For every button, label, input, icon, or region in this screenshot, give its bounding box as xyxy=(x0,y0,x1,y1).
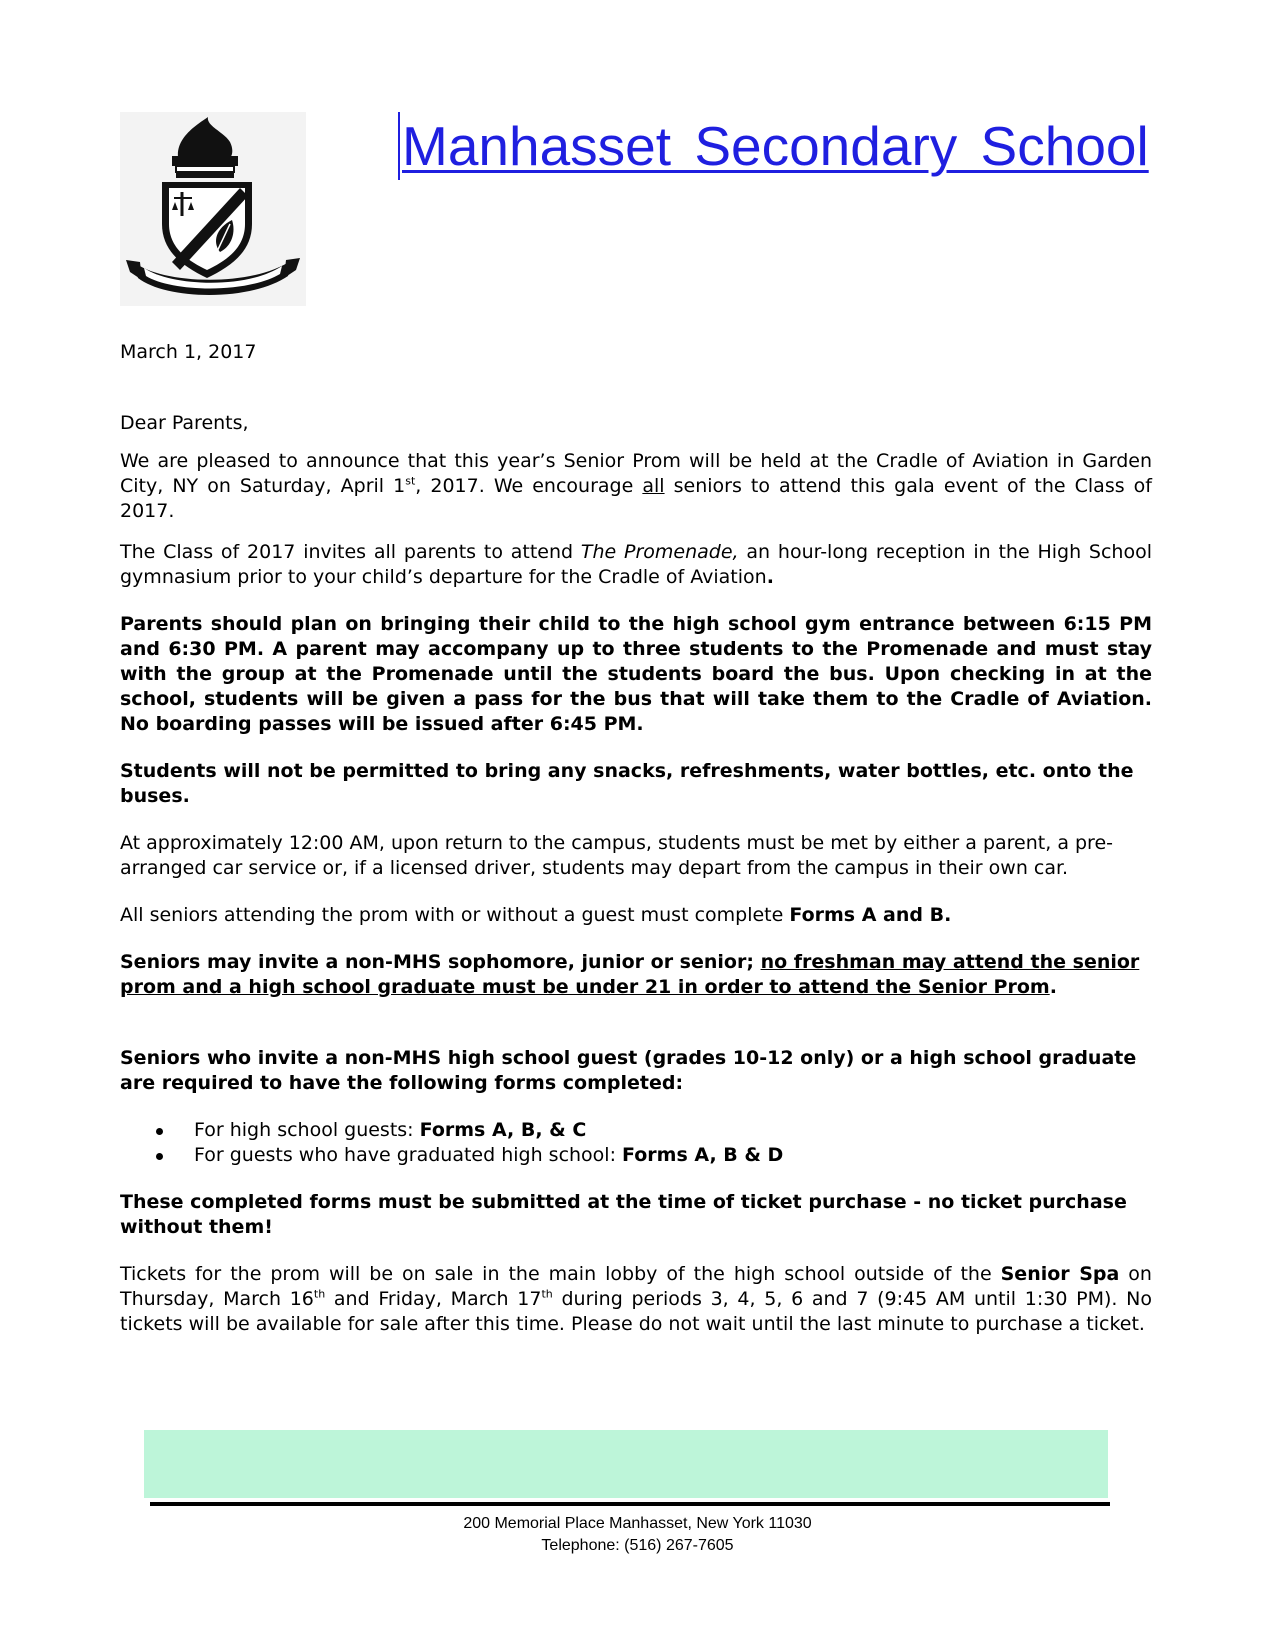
p10-text-b: on Thursday, March 16 xyxy=(120,1263,1152,1310)
p1-text-b: , 2017. We encourage xyxy=(415,475,643,497)
list-item xyxy=(120,1143,1152,1168)
list-item-text: For guests who have graduated high school: xyxy=(194,1144,623,1166)
list-item xyxy=(120,1118,1152,1143)
paragraph-tickets xyxy=(120,1262,1152,1337)
p6-text: All seniors attending the prom with or without a guest must complete xyxy=(120,904,790,926)
p1-underline: all xyxy=(642,475,665,497)
paragraph-return: At approximately 12:00 AM, upon return to the campus, students must be met by either a parent, a pre-arranged car service or, if a licensed driver, students may depart from the campus in their own car. xyxy=(120,832,1114,879)
p7-underline: no freshman may attend the senior prom and a high school graduate must be under 21 in order to attend the Senior Prom xyxy=(120,951,1140,998)
p10-text-d: during periods 3, 4, 5, 6 and 7 (9:45 AM until 1:30 PM). No tickets will be available for sale after this time. Please do not wait until the last minute to purchase a ticket. xyxy=(120,1288,1152,1335)
p1-text-c: seniors to attend this gala event of the Class of 2017. xyxy=(120,475,1152,522)
letter-body xyxy=(120,340,1152,1337)
paragraph-forms-required xyxy=(120,903,1152,928)
p1-sup: st xyxy=(405,474,416,488)
p10-sup2: th xyxy=(541,1287,553,1301)
bullet-icon xyxy=(156,1128,163,1135)
p10-bold: Senior Spa xyxy=(1000,1263,1120,1285)
p7-text: Seniors may invite a non-MHS sophomore, junior or senior; xyxy=(120,951,761,973)
bullet-icon xyxy=(156,1153,163,1160)
paragraph-prom-announcement xyxy=(120,449,1152,524)
footer-divider xyxy=(150,1502,1110,1506)
school-crest-logo xyxy=(120,112,306,306)
list-item-bold: Forms A, B & D xyxy=(622,1144,784,1166)
p10-text-a: Tickets for the prom will be on sale in the main lobby of the high school outside of the xyxy=(120,1263,1001,1285)
p6-bold: Forms A and B. xyxy=(789,904,952,926)
footer-shaded-band xyxy=(144,1430,1108,1498)
p10-text-c: and Friday, March 17 xyxy=(325,1288,542,1310)
paragraph-promenade xyxy=(120,540,1152,590)
list-item-text: For high school guests: xyxy=(194,1119,420,1141)
forms-list xyxy=(120,1118,1152,1168)
crest-graphic xyxy=(120,112,306,306)
p2-italic: The Promenade, xyxy=(580,541,739,563)
letter-date: March 1, 2017 xyxy=(120,341,257,363)
footer-telephone: Telephone: (516) 267-7605 xyxy=(541,1537,734,1554)
footer-address: 200 Memorial Place Manhasset, New York 11030 xyxy=(463,1515,812,1532)
p2-bold-end: . xyxy=(766,566,774,588)
paragraph-guest-forms: Seniors who invite a non-MHS high school guest (grades 10-12 only) or a high school graduate are required to have the following forms completed: xyxy=(120,1047,1137,1094)
p2-text-a: The Class of 2017 invites all parents to attend xyxy=(120,541,581,563)
salutation: Dear Parents, xyxy=(120,412,249,434)
p2-text-b: an hour-long reception in the High School gymnasium prior to your child’s departure for the Cradle of Aviation xyxy=(120,541,1152,588)
paragraph-no-snacks: Students will not be permitted to bring any snacks, refreshments, water bottles, etc. onto the buses. xyxy=(120,760,1134,807)
p7-end: . xyxy=(1049,976,1057,998)
p1-text-a: We are pleased to announce that this year’s Senior Prom will be held at the Cradle of Aviation in Garden City, NY on Saturday, April 1 xyxy=(120,450,1152,497)
school-name-heading[interactable]: Manhasset Secondary School xyxy=(398,112,1149,180)
paragraph-arrival-instructions: Parents should plan on bringing their child to the high school gym entrance between 6:15 PM and 6:30 PM. A parent may accompany up to three students to the Promenade and must stay with the group at the Promenade until the students board the bus. Upon checking in at the school, students will be given a pass for the bus that will take them to the Cradle of Aviation. No boarding passes will be issued after 6:45 PM. xyxy=(120,613,1152,735)
p10-sup1: th xyxy=(313,1287,326,1301)
paragraph-submit-forms: These completed forms must be submitted at the time of ticket purchase - no ticket purchase without them! xyxy=(120,1191,1127,1238)
paragraph-guest-policy xyxy=(120,950,1152,1000)
list-item-bold: Forms A, B, & C xyxy=(419,1119,587,1141)
